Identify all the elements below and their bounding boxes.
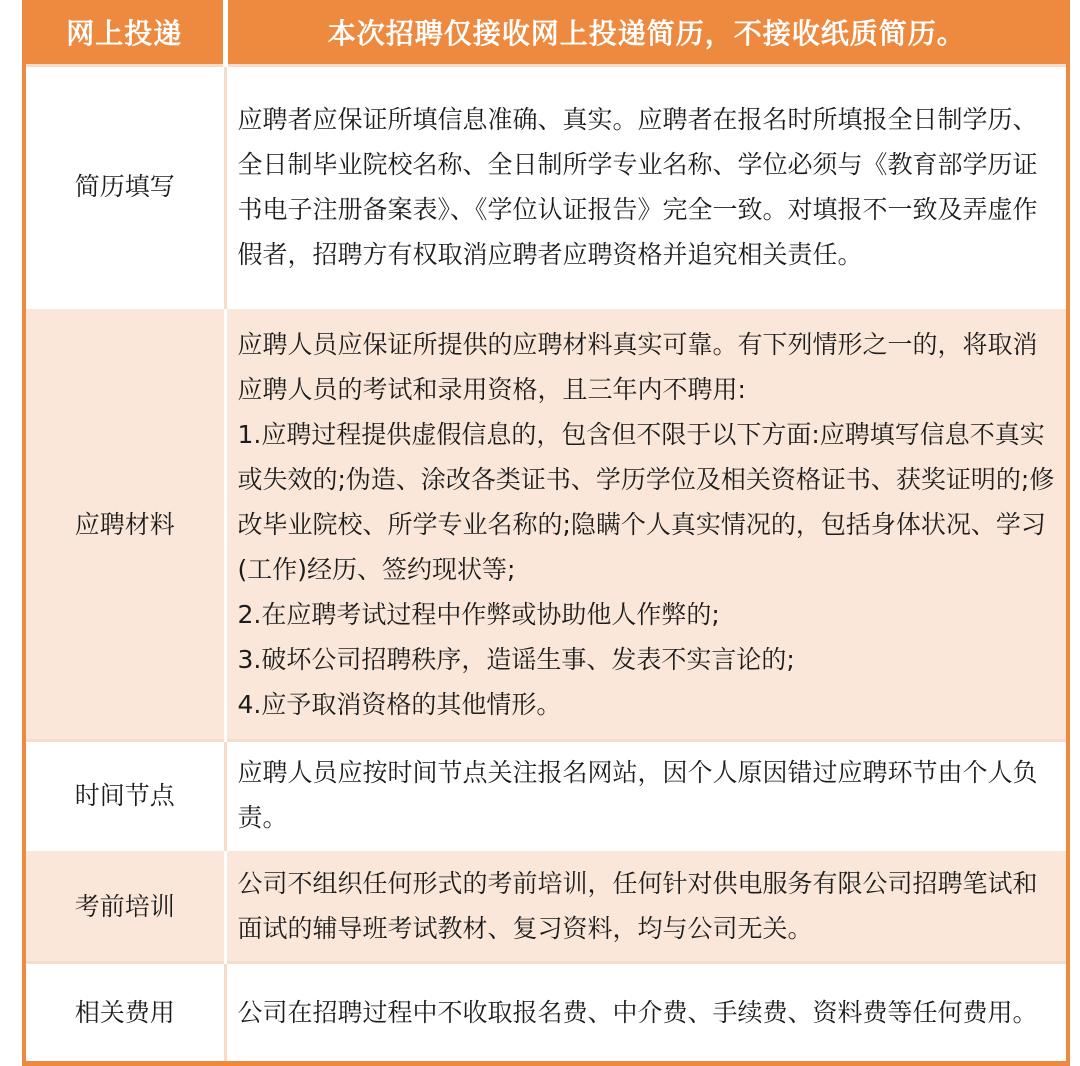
recruitment-notice-table xyxy=(22,0,1070,1066)
row-text: 应聘者应保证所填信息准确、真实。应聘者在报名时所填报全日制学历、全日制毕业院校名称、全日制所学专业名称、学位必须与《教育部学历证书电子注册备案表》、《学位认证报告》完全一致。对填报不一致及弄虚作假者，招聘方有权取消应聘者应聘资格并追究相关责任。 xyxy=(237,104,1038,269)
row-text: 4.应予取消资格的其他情形。 xyxy=(237,689,562,719)
header-online-only-notice: 本次招聘仅接收网上投递简历，不接收纸质简历。 xyxy=(225,0,1068,66)
row-label: 简历填写 xyxy=(24,66,225,308)
row-label: 时间节点 xyxy=(24,741,225,850)
table-row-related-fees xyxy=(24,963,1068,1064)
row-label: 相关费用 xyxy=(24,963,225,1064)
row-text: 1.应聘过程提供虚假信息的，包含但不限于以下方面:应聘填写信息不真实或失效的;伪造、涂改各类证书、学历学位及相关资格证书、获奖证明的;修改毕业院校、所学专业名称的;隐瞒个人真实情况的，包括身体状况、学习(工作)经历、签约现状等; xyxy=(237,419,1055,584)
table-row-pre-exam-training xyxy=(24,850,1068,963)
row-text: 2.在应聘考试过程中作弊或协助他人作弊的; xyxy=(237,599,720,629)
table-row-application-materials xyxy=(24,308,1068,741)
row-text: 3.破坏公司招聘秩序，造谣生事、发表不实言论的; xyxy=(237,644,795,674)
row-content xyxy=(225,741,1068,850)
row-text: 应聘人员应按时间节点关注报名网站，因个人原因错过应聘环节由个人负责。 xyxy=(237,758,1038,832)
header-label-online-submission: 网上投递 xyxy=(24,0,225,66)
table-header-row xyxy=(24,0,1068,66)
row-text: 公司不组织任何形式的考前培训，任何针对供电服务有限公司招聘笔试和面试的辅导班考试教材、复习资料，均与公司无关。 xyxy=(237,869,1038,943)
row-content xyxy=(225,308,1068,741)
row-label: 考前培训 xyxy=(24,850,225,963)
row-text: 公司在招聘过程中不收取报名费、中介费、手续费、资料费等任何费用。 xyxy=(237,998,1038,1027)
table-row-time-nodes xyxy=(24,741,1068,850)
row-content xyxy=(225,66,1068,308)
row-label: 应聘材料 xyxy=(24,308,225,741)
table-row-resume-filling xyxy=(24,66,1068,308)
row-content xyxy=(225,963,1068,1064)
row-text: 应聘人员应保证所提供的应聘材料真实可靠。有下列情形之一的，将取消应聘人员的考试和录用资格，且三年内不聘用: xyxy=(237,329,1038,404)
row-content xyxy=(225,850,1068,963)
